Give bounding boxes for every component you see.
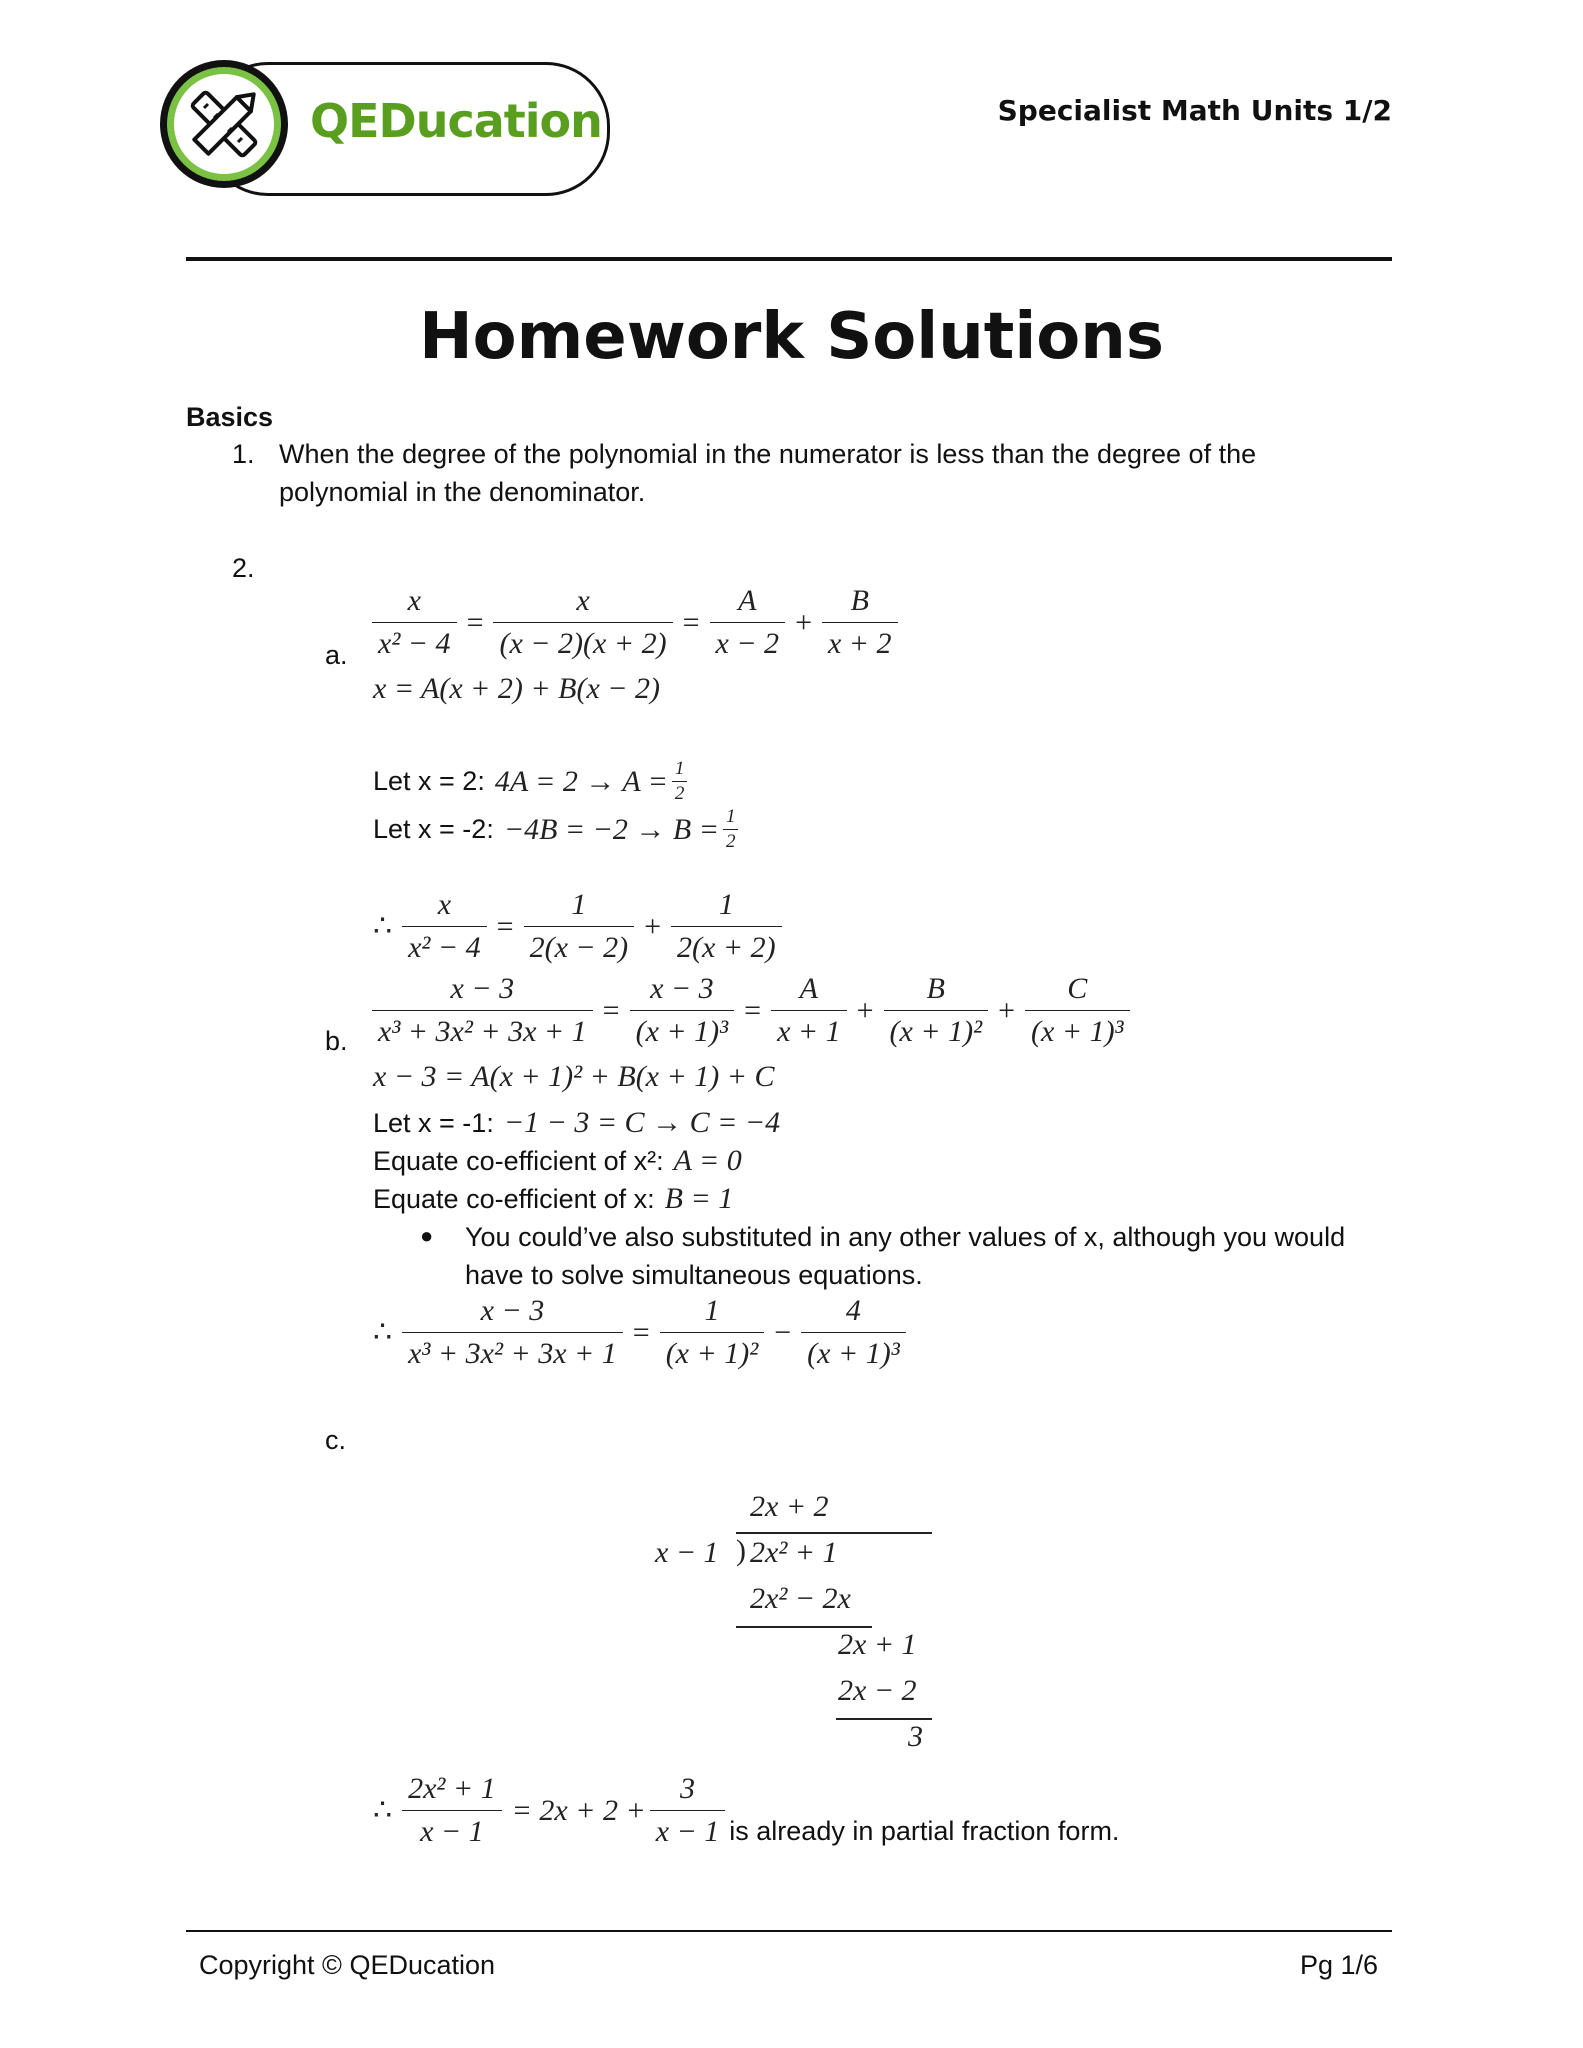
division-bar	[736, 1532, 932, 1534]
q2c-result: ∴ $\frac{\text{2x² + 1}}{x - 1}$ = 2x + 2 + $\frac{3}{x - 1}$ is already in partial fraction form.	[373, 1772, 1120, 1848]
q2a-label: a.	[325, 640, 348, 670]
subject-title: Specialist Math Units 1/2	[997, 94, 1392, 127]
q2a-let2: Let x = -2: −4B = −2 → B = $\frac{1}{2}$	[373, 806, 742, 853]
q2b-label: b.	[325, 1026, 348, 1056]
subtract-2: 2x − 2	[838, 1674, 917, 1707]
q2b-note-line1: You could’ve also substituted in any other values of x, although you would	[465, 1222, 1346, 1252]
bullet-dot: ●	[420, 1223, 434, 1248]
quotient: 2x + 2	[750, 1490, 829, 1523]
page-title: Homework Solutions	[419, 300, 1164, 374]
logo-circle	[160, 60, 288, 188]
dividend: 2x² + 1	[750, 1536, 838, 1569]
q2b-identity: x − 3 = A(x + 1)² + B(x + 1) + C	[373, 1060, 775, 1093]
q2b-note-line2: have to solve simultaneous equations.	[465, 1260, 923, 1290]
q2c-label: c.	[325, 1425, 347, 1455]
footer-rule	[186, 1930, 1392, 1932]
subtract-1: 2x² − 2x	[750, 1582, 851, 1615]
q2a-identity: x = A(x + 2) + B(x − 2)	[373, 672, 660, 705]
q2a-equation: $\frac{x}{\text{x² − 4}}$ = $\frac{x}{(x - 2)(x + 2)}$ = $\frac{A}{x - 2}$ + $\frac{B}{x + 2}$	[368, 584, 902, 661]
q2-number: 2.	[232, 553, 255, 583]
q1-line2: polynomial in the denominator.	[279, 477, 646, 507]
q2b-equate-x: Equate co-efficient of x: B = 1	[373, 1182, 734, 1215]
q2a-result: ∴ $\frac{x}{\text{x² − 4}}$ = $\frac{1}{2(x - 2)}$ + $\frac{1}{2(x + 2)}$	[373, 888, 786, 965]
divisor: x − 1	[655, 1536, 719, 1569]
long-division: 2x + 2 x − 1 ) 2x² + 1 2x² − 2x 2x + 1 2x − 2 3	[640, 1490, 940, 1770]
q1-number: 1.	[232, 439, 255, 469]
q2b-equation: $\frac{x - 3}{\text{x³ + 3x² + 3x + 1}}$ = $\frac{x - 3}{\text{(x + 1)³}}$ = $\frac{A}{x + 1}$ + $\frac{B}{\text{(x + 1)²}}$ + $\frac{C}{\text{(x + 1)³}}$	[368, 972, 1134, 1049]
footer-copyright: Copyright © QEDucation	[199, 1950, 496, 1980]
q2b-result: ∴ $\frac{x - 3}{\text{x³ + 3x² + 3x + 1}}$ = $\frac{1}{\text{(x + 1)²}}$ − $\frac{4}{\text{(x + 1)³}}$	[373, 1294, 910, 1371]
q1-line1: When the degree of the polynomial in the numerator is less than the degree of the	[279, 439, 1257, 469]
logo	[160, 60, 610, 194]
footer-page-number: Pg 1/6	[1299, 1950, 1378, 1980]
section-heading: Basics	[186, 402, 274, 432]
q2b-let: Let x = -1: −1 − 3 = C → C = −4	[373, 1106, 781, 1139]
q2a-let1: Let x = 2: 4A = 2 → A = $\frac{1}{2}$	[373, 758, 691, 805]
q2b-equate-x2: Equate co-efficient of x²: A = 0	[373, 1144, 742, 1177]
header-rule	[186, 257, 1392, 261]
remainder-2: 3	[908, 1720, 923, 1753]
pencil-ruler-icon	[174, 74, 274, 174]
remainder-1: 2x + 1	[838, 1628, 917, 1661]
logo-text: QEDucation	[310, 94, 602, 148]
